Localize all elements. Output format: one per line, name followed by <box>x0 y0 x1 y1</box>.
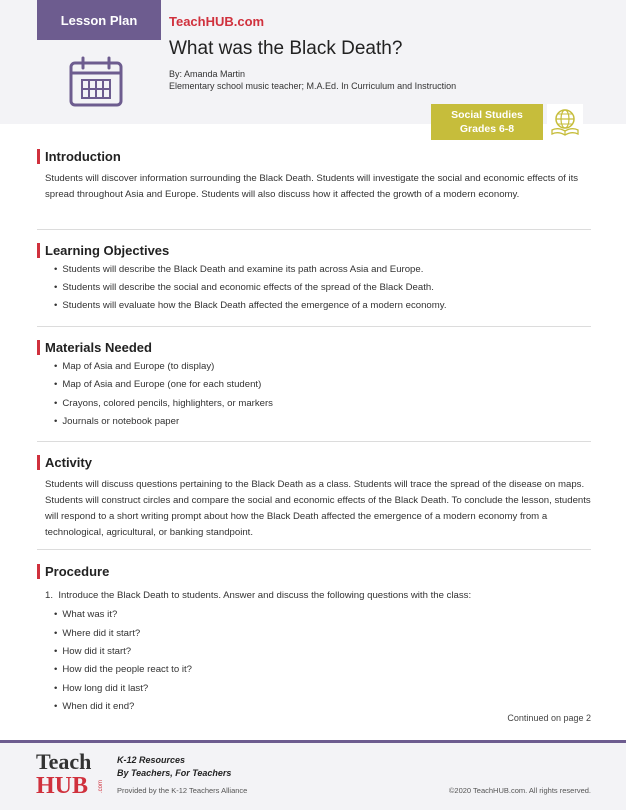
lesson-plan-tab <box>37 0 161 40</box>
continued-note: Continued on page 2 <box>507 713 591 723</box>
copyright: ©2020 TeachHUB.com. All rights reserved. <box>448 786 591 795</box>
logo-teach: Teach <box>36 749 92 774</box>
question-item: • When did it end? <box>54 701 134 712</box>
subject-badge <box>431 104 543 140</box>
learning-objectives-heading: Learning Objectives <box>37 243 169 258</box>
material-item: • Journals or notebook paper <box>54 416 179 427</box>
question-item: • How did the people react to it? <box>54 664 192 675</box>
globe-book-icon <box>549 106 581 138</box>
lesson-plan-label: Lesson Plan <box>60 12 138 28</box>
resources-line-1: K-12 Resources <box>117 755 186 765</box>
objective-item: • Students will describe the social and economic effects of the spread of the Black Death. <box>54 282 434 293</box>
introduction-heading: Introduction <box>37 149 121 164</box>
question-item: • Where did it start? <box>54 628 140 639</box>
logo-hub: HUB <box>36 773 89 799</box>
divider <box>37 441 591 442</box>
author-line: By: Amanda Martin <box>169 69 246 79</box>
logo-com: .com <box>98 779 104 793</box>
divider <box>37 326 591 327</box>
calendar-icon <box>68 56 124 108</box>
grade-label: Grades 6-8 <box>459 123 515 135</box>
objective-item: • Students will describe the Black Death and examine its path across Asia and Europe. <box>54 264 423 275</box>
brand-name: TeachHUB.com <box>169 14 265 29</box>
material-item: • Crayons, colored pencils, highlighters, or markers <box>54 398 273 409</box>
question-item: • What was it? <box>54 609 117 620</box>
author-credentials: Elementary school music teacher; M.A.Ed. In Curriculum and Instruction <box>169 81 457 91</box>
divider <box>37 549 591 550</box>
step-number: 1. <box>45 590 54 601</box>
page-title: What was the Black Death? <box>169 38 403 59</box>
question-item: • How did it start? <box>54 646 131 657</box>
material-item: • Map of Asia and Europe (to display) <box>54 361 214 372</box>
teachhub-logo <box>36 747 106 799</box>
introduction-text: Students will discover information surrounding the Black Death. Students will investigate the social and economic effects of its spread throughout Asia and Europe. Students will also discuss how it affected the growth of a modern economy. <box>45 173 579 200</box>
provided-by: Provided by the K-12 Teachers Alliance <box>117 786 248 795</box>
question-item: • How long did it last? <box>54 683 148 694</box>
globe-book-icon-box <box>547 104 583 140</box>
step-text: Introduce the Black Death to students. Answer and discuss the following questions with the class: <box>58 590 472 601</box>
objective-item: • Students will evaluate how the Black Death affected the emergence of a modern economy. <box>54 300 447 311</box>
materials-heading: Materials Needed <box>37 340 152 355</box>
procedure-step-1 <box>45 590 471 601</box>
procedure-heading: Procedure <box>37 564 109 579</box>
subject-label: Social Studies <box>451 109 523 121</box>
divider <box>37 229 591 230</box>
material-item: • Map of Asia and Europe (one for each student) <box>54 379 261 390</box>
activity-heading: Activity <box>37 455 92 470</box>
resources-line-2: By Teachers, For Teachers <box>117 768 232 778</box>
activity-text: Students will discuss questions pertaining to the Black Death as a class. Students will trace the spread of the disease on maps. Students will construct circles and compare the social and economic effects of the Black Death. To conclude the lesson, students will respond to a short writing prompt about how the Black Death affected the emergence of a modern economy from a technological, agricultural, or banking standpoint. <box>45 479 591 538</box>
